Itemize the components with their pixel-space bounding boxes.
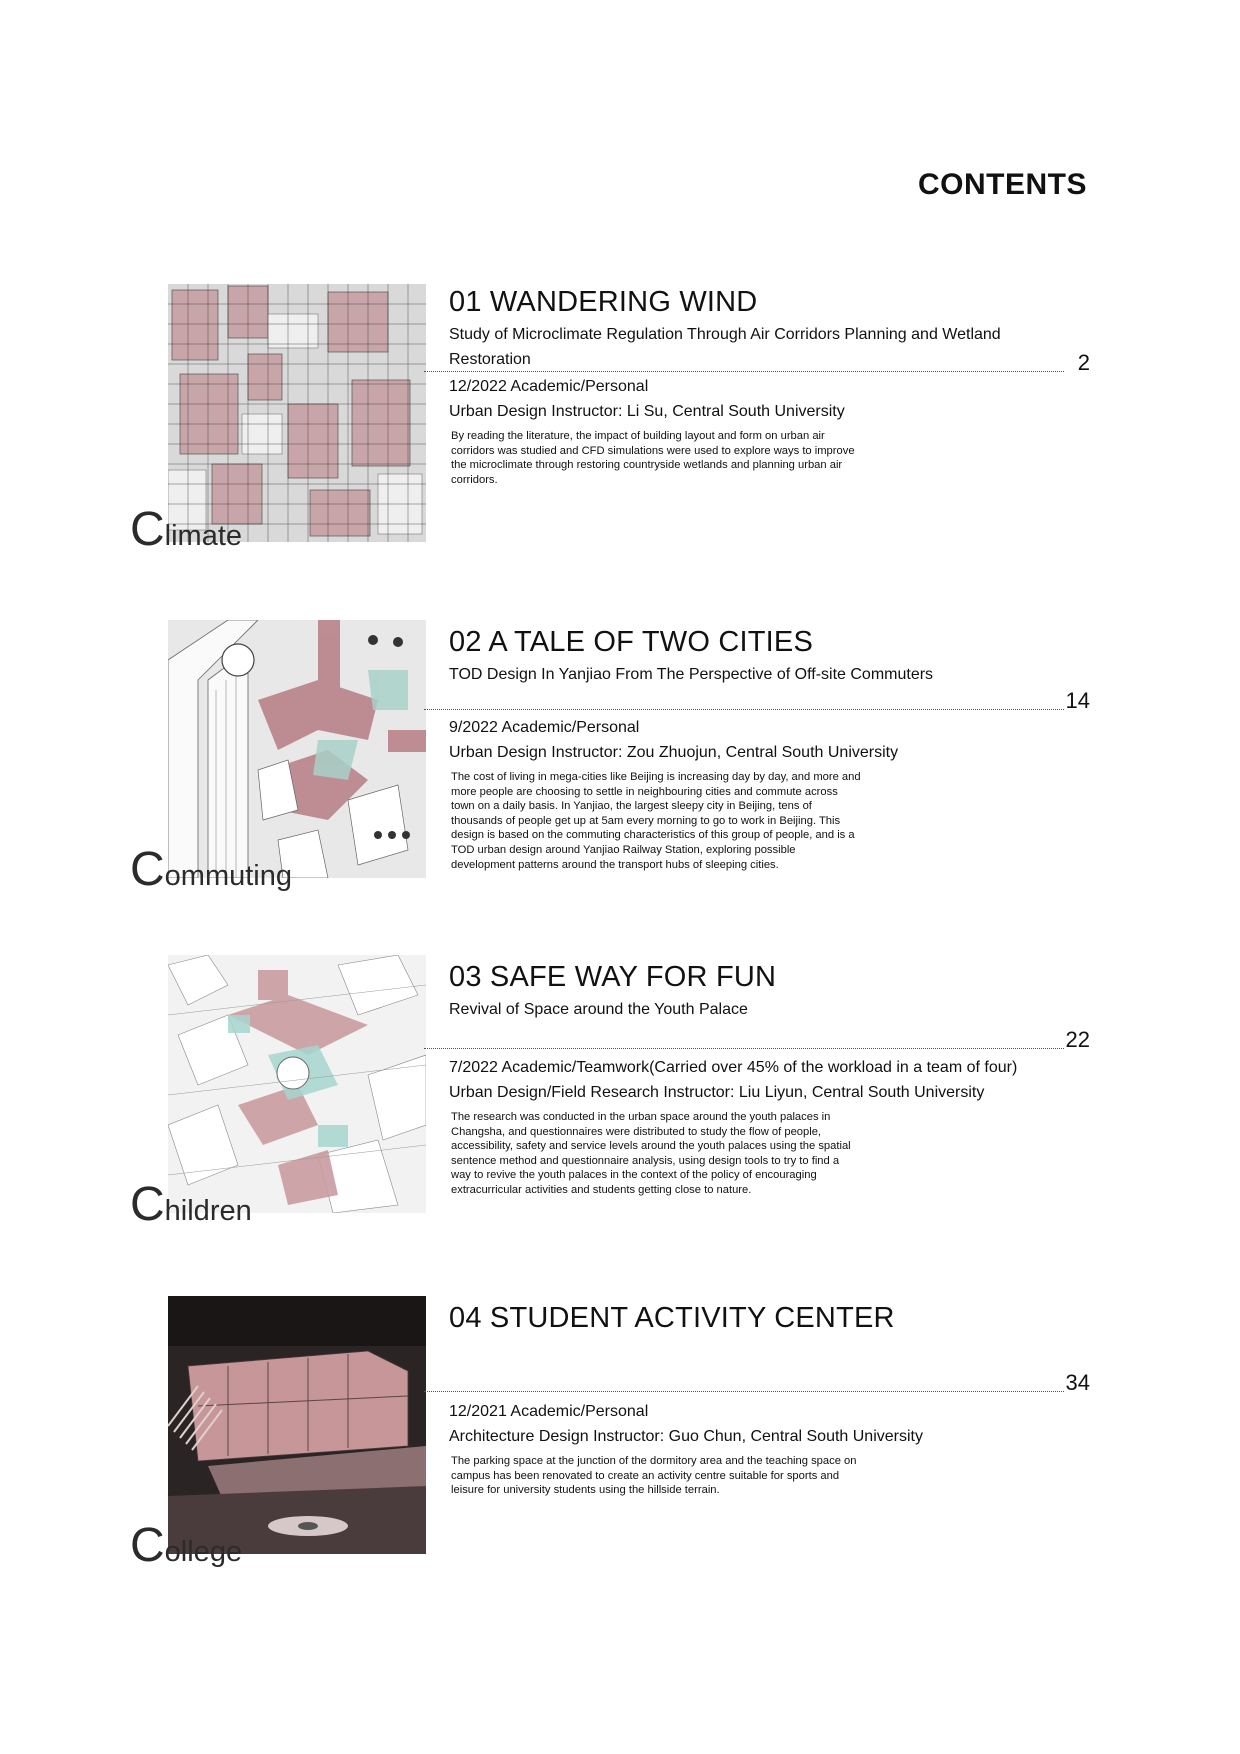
entry-instructor: Architecture Design Instructor: Guo Chun, Central South University: [449, 1428, 923, 1445]
contents-entry-2[interactable]: [0, 620, 1240, 910]
entry-description: The cost of living in mega-cities like Beijing is increasing day by day, and more and more people are choosing to settle in neighbouring cities and commute across town on a daily basis. In Yanjiao, the largest sleepy city in Beijing, tens of thousands of people get up at 5am every morning to go to work in Beijing. This design is based on the commuting characteristics of this group of people, and is a TOD urban design around Yanjiao Railway Station, exploring possible development patterns around the transport hubs of sleeping cities.: [451, 771, 861, 871]
keyword-commuting: Commuting: [130, 843, 292, 896]
contents-entry-3[interactable]: [0, 955, 1240, 1245]
contents-entry-1[interactable]: [0, 284, 1240, 574]
entry-title[interactable]: 02 A TALE OF TWO CITIES: [449, 626, 813, 658]
entry-title[interactable]: 03 SAFE WAY FOR FUN: [449, 961, 777, 993]
page-number[interactable]: 34: [1065, 1370, 1090, 1395]
children-thumbnail: [168, 955, 426, 1213]
entry-date-type: 12/2022 Academic/Personal: [449, 378, 649, 395]
page-number[interactable]: 2: [1077, 350, 1090, 375]
entry-description: By reading the literature, the impact of building layout and form on urban air corridors was studied and CFD simulations were used to explore ways to improve the microclimate through restoring countryside wetlands and planning urban air corridors.: [451, 430, 855, 486]
page-number[interactable]: 14: [1065, 688, 1090, 713]
entry-subtitle: TOD Design In Yanjiao From The Perspective of Off-site Commuters: [449, 666, 934, 683]
page-title: CONTENTS: [918, 168, 1087, 201]
entry-date-type: 9/2022 Academic/Personal: [449, 719, 640, 736]
entry-instructor: Urban Design Instructor: Zou Zhuojun, Central South University: [449, 744, 899, 761]
keyword-children: Children: [130, 1178, 252, 1231]
contents-entry-4[interactable]: [0, 1296, 1240, 1586]
entry-instructor: Urban Design/Field Research Instructor: Liu Liyun, Central South University: [449, 1084, 985, 1101]
entry-date-type: 7/2022 Academic/Teamwork(Carried over 45% of the workload in a team of four): [449, 1059, 1018, 1076]
entry-subtitle: Study of Microclimate Regulation Through Air Corridors Planning and Wetland Restoration: [449, 326, 1001, 368]
entry-instructor: Urban Design Instructor: Li Su, Central South University: [449, 403, 845, 420]
entry-description: The parking space at the junction of the dormitory area and the teaching space on campus has been renovated to create an activity centre suitable for sports and leisure for university students using the hillside terrain.: [451, 1455, 857, 1497]
entry-date-type: 12/2021 Academic/Personal: [449, 1403, 649, 1420]
dotted-leader: [424, 1391, 1064, 1392]
entry-subtitle: Revival of Space around the Youth Palace: [449, 1001, 748, 1018]
entry-title[interactable]: 01 WANDERING WIND: [449, 286, 758, 318]
dotted-leader: [424, 1048, 1064, 1049]
commuting-thumbnail: [168, 620, 426, 878]
page-number[interactable]: 22: [1065, 1027, 1090, 1052]
dotted-leader: [424, 709, 1064, 710]
entry-description: The research was conducted in the urban space around the youth palaces in Changsha, and questionnaires were distributed to study the flow of people, accessibility, safety and service levels around the youth palaces using the spatial sentence method and questionnaire analysis, using design tools to try to find a way to revive the youth palaces in the context of the policy of encouraging extracurricular activities and students getting close to nature.: [451, 1111, 851, 1196]
keyword-college: College: [130, 1519, 243, 1572]
entry-title[interactable]: 04 STUDENT ACTIVITY CENTER: [449, 1302, 895, 1334]
keyword-climate: Climate: [130, 503, 243, 556]
dotted-leader: [424, 371, 1064, 372]
college-thumbnail: [168, 1296, 426, 1554]
